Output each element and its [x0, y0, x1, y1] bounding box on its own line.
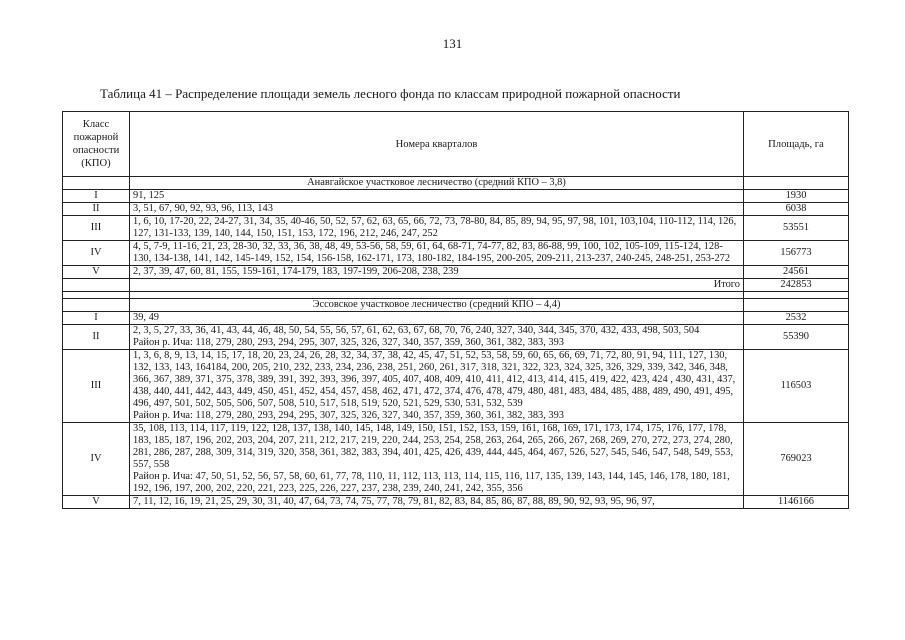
class-cell: III	[63, 216, 130, 241]
area-cell: 156773	[744, 241, 849, 266]
page-number: 131	[442, 36, 463, 51]
table-title: Таблица 41 – Распределение площади земель лесного фонда по классам природной пожарной опасности	[100, 86, 681, 101]
total-row	[63, 279, 849, 292]
total-value: 242853	[744, 279, 849, 292]
quarters-cell	[130, 325, 744, 350]
fire-hazard-table	[62, 111, 849, 509]
quarters-text: 1, 3, 6, 8, 9, 13, 14, 15, 17, 18, 20, 23, 24, 26, 28, 32, 34, 37, 38, 42, 45, 47, 51, 52, 53, 58, 59, 60, 65, 66, 69, 71, 72, 80, 91, 94, 111, 127, 130, 132, 133, 143, 164184, 200, 205, 210, 232, 233, 234, 236, 238, 251, 260, 261, 317, 318, 321, 322, 323, 324, 325, 326, 329, 339, 342, 346, 348, 366, 367, 389, 371, 375, 378, 389, 391, 392, 393, 396, 397, 405, 407, 408, 409, 410, 411, 412, 413, 414, 415, 419, 422, 423, 424 , 430, 431, 437, 438, 440, 441, 442, 443, 449, 450, 451, 452, 454, 457, 458, 462, 471, 472, 374, 476, 478, 479, 480, 481, 483, 484, 485, 488, 489, 490, 491, 495, 496, 497, 501, 502, 505, 506, 507, 508, 510, 517, 518, 519, 520, 521, 529, 530, 531, 532, 539	[133, 350, 736, 409]
header-class: Класс пожарной опасности (КПО)	[63, 112, 130, 177]
quarters-cell: 39, 49	[130, 312, 744, 325]
area-cell: 24561	[744, 266, 849, 279]
river-district-text: Район р. Ича: 47, 50, 51, 52, 56, 57, 58, 60, 61, 77, 78, 110, 11, 112, 113, 113, 114, 115, 116, 117, 135, 139, 143, 144, 145, 146, 178, 180, 181, 192, 196, 197, 200, 202, 220, 221, 223, 225, 226, 227, 237, 238, 239, 240, 241, 242, 355, 356	[133, 471, 730, 494]
table-header-row	[63, 112, 849, 177]
class-cell: III	[63, 350, 130, 423]
section-row	[63, 177, 849, 190]
section-row	[63, 299, 849, 312]
quarters-cell	[130, 423, 744, 496]
area-cell: 53551	[744, 216, 849, 241]
class-cell: II	[63, 203, 130, 216]
class-cell: V	[63, 496, 130, 509]
area-cell: 2532	[744, 312, 849, 325]
area-cell: 1930	[744, 190, 849, 203]
section-title-essovsky: Эссовское участковое лесничество (средний КПО – 4,4)	[130, 299, 744, 312]
table-row	[63, 241, 849, 266]
table-row	[63, 203, 849, 216]
quarters-cell: 3, 51, 67, 90, 92, 93, 96, 113, 143	[130, 203, 744, 216]
class-cell: I	[63, 190, 130, 203]
area-cell: 116503	[744, 350, 849, 423]
section-title-anavgai: Анавгайское участковое лесничество (средний КПО – 3,8)	[130, 177, 744, 190]
table-row	[63, 216, 849, 241]
header-area: Площадь, га	[744, 112, 849, 177]
river-district-text: Район р. Ича: 118, 279, 280, 293, 294, 295, 307, 325, 326, 327, 340, 357, 359, 360, 361, 382, 383, 393	[133, 410, 565, 421]
quarters-cell: 91, 125	[130, 190, 744, 203]
table-row	[63, 312, 849, 325]
area-cell: 1146166	[744, 496, 849, 509]
quarters-text: 35, 108, 113, 114, 117, 119, 122, 128, 137, 138, 140, 145, 148, 149, 150, 151, 152, 153, 159, 161, 168, 169, 171, 173, 174, 175, 176, 177, 178, 183, 185, 187, 196, 202, 203, 204, 207, 211, 212, 217, 219, 220, 244, 253, 254, 258, 263, 264, 265, 266, 267, 268, 269, 270, 272, 273, 274, 280, 281, 286, 287, 288, 309, 314, 319, 320, 358, 361, 382, 383, 394, 401, 425, 426, 439, 444, 445, 464, 467, 526, 527, 545, 546, 547, 548, 549, 553, 557, 558	[133, 423, 734, 470]
class-cell: IV	[63, 423, 130, 496]
table-row	[63, 496, 849, 509]
table-row	[63, 350, 849, 423]
total-label: Итого	[130, 279, 744, 292]
quarters-cell	[130, 350, 744, 423]
quarters-text: 2, 3, 5, 27, 33, 36, 41, 43, 44, 46, 48, 50, 54, 55, 56, 57, 61, 62, 63, 67, 68, 70, 76, 240, 327, 340, 344, 345, 370, 432, 433, 498, 503, 504	[133, 325, 700, 336]
class-cell: IV	[63, 241, 130, 266]
header-quarters: Номера кварталов	[130, 112, 744, 177]
quarters-cell: 4, 5, 7-9, 11-16, 21, 23, 28-30, 32, 33, 36, 38, 48, 49, 53-56, 58, 59, 61, 64, 68-71, 74-77, 82, 83, 86-88, 99, 100, 102, 105-109, 115-124, 128-130, 134-138, 141, 142, 145-149, 152, 154, 156-158, 162-171, 173, 180-182, 184-195, 200-205, 209-211, 213-237, 240-245, 248-251, 253-272	[130, 241, 744, 266]
spacer-row	[63, 292, 849, 299]
table-row	[63, 190, 849, 203]
class-cell: I	[63, 312, 130, 325]
area-cell: 6038	[744, 203, 849, 216]
quarters-cell: 1, 6, 10, 17-20, 22, 24-27, 31, 34, 35, 40-46, 50, 52, 57, 62, 63, 65, 66, 72, 73, 78-80, 84, 85, 89, 94, 95, 97, 98, 101, 103,104, 110-112, 114, 126, 127, 131-133, 139, 140, 144, 150, 151, 153, 172, 196, 212, 246, 247, 252	[130, 216, 744, 241]
table-row	[63, 266, 849, 279]
quarters-cell: 2, 37, 39, 47, 60, 81, 155, 159-161, 174-179, 183, 197-199, 206-208, 238, 239	[130, 266, 744, 279]
quarters-cell: 7, 11, 12, 16, 19, 21, 25, 29, 30, 31, 40, 47, 64, 73, 74, 75, 77, 78, 79, 81, 82, 83, 84, 85, 86, 87, 88, 89, 90, 92, 93, 95, 96, 97,	[130, 496, 744, 509]
river-district-text: Район р. Ича: 118, 279, 280, 293, 294, 295, 307, 325, 326, 327, 340, 357, 359, 360, 361, 382, 383, 393	[133, 337, 565, 348]
table-row	[63, 423, 849, 496]
class-cell: V	[63, 266, 130, 279]
class-cell: II	[63, 325, 130, 350]
area-cell: 769023	[744, 423, 849, 496]
area-cell: 55390	[744, 325, 849, 350]
table-row	[63, 325, 849, 350]
